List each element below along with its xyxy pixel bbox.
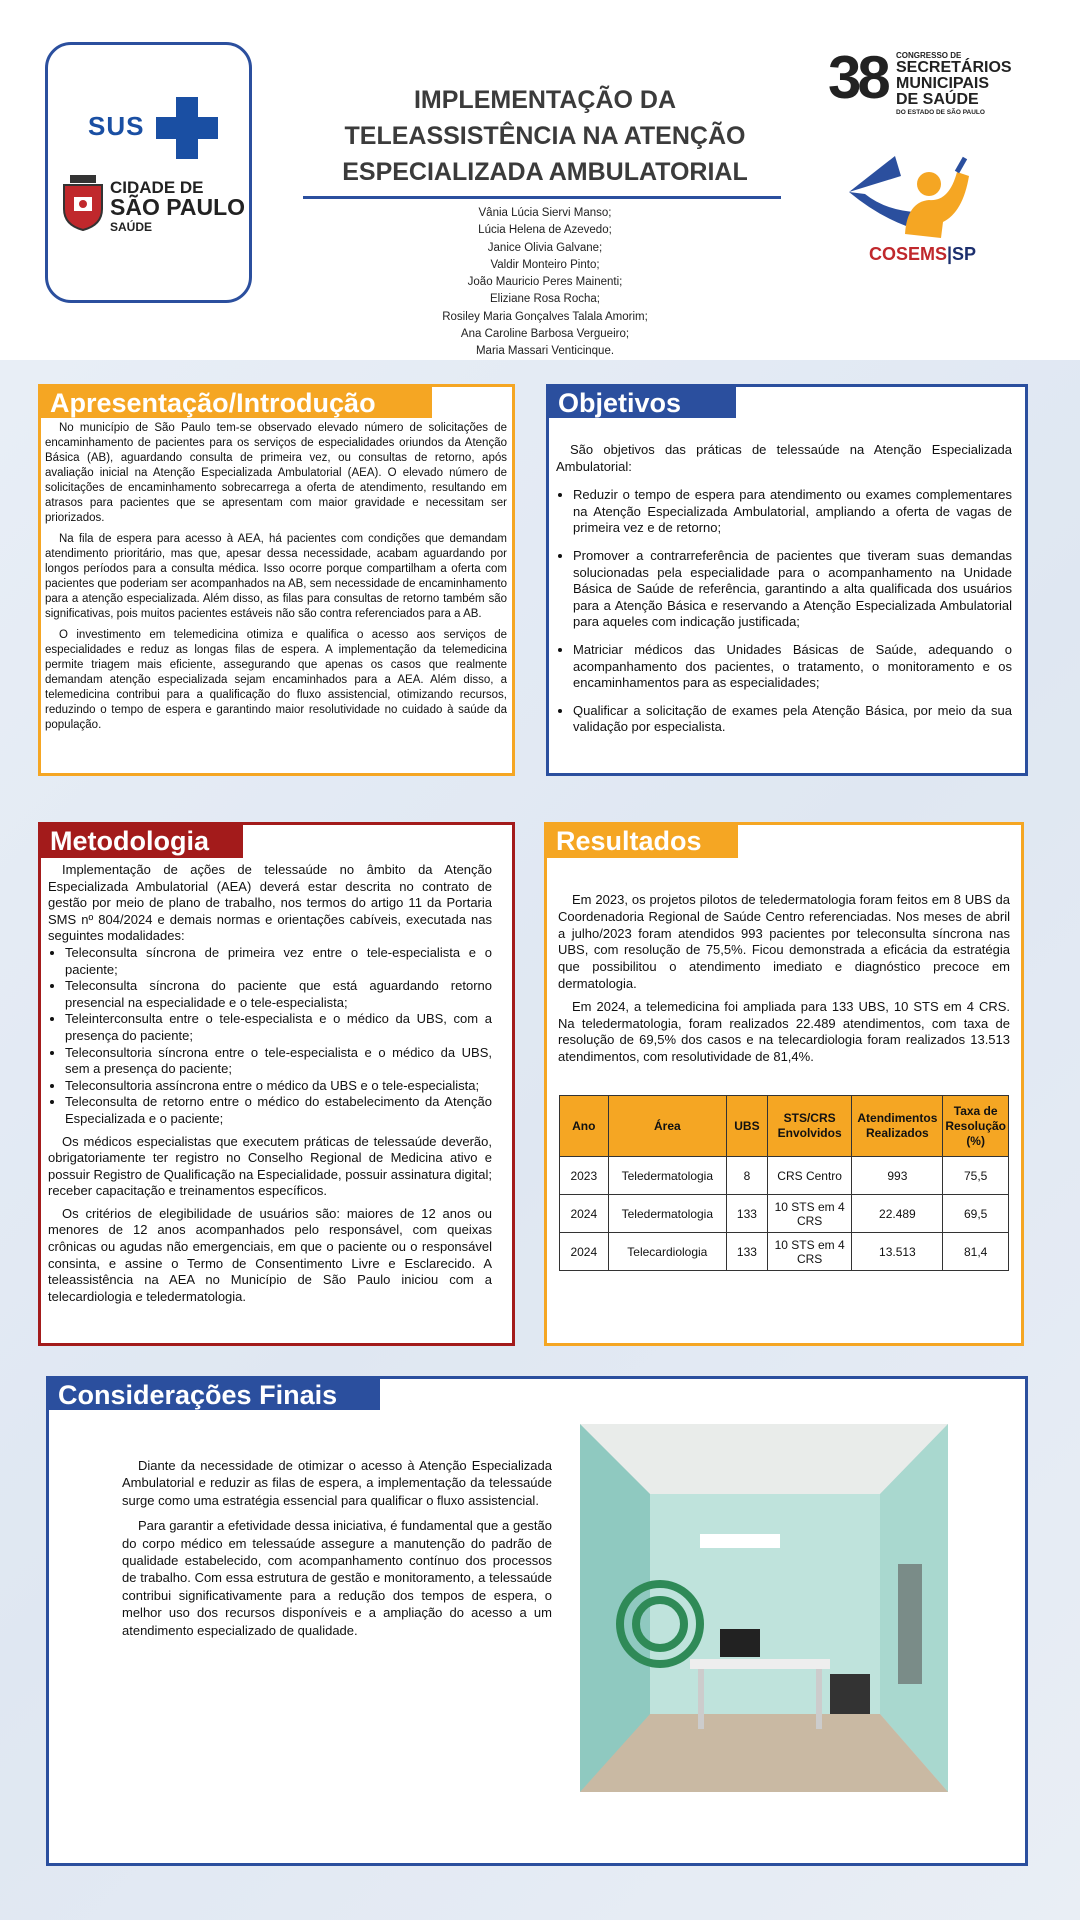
resultados-text: Em 2023, os projetos pilotos de teledermatologia foram feitos em 8 UBS da Coordenadoria Regional de Saúde Centro referenciadas. Nos meses de abril a julho/2023 foram atendidos 993 pacientes por teleconsulta síncrona nas UBS, com resolução de 75,5%. Ficou demonstrada a eficácia da estratégia que possibilitou o atendimento imediato e diagnóstico precoce em dermatologia. Em 2024, a telemedicina foi ampliada para 133 UBS, 10 STS em 4 CRS. Na teledermatologia, foram realizados 22.489 atendimentos, com taxa de resolução de 69,5% dos casos e na telecardiologia foram realizados 13.513 atendimentos, com resolutividade de 81,4%. — [558, 892, 1010, 1065]
objetivos-title: Objetivos — [548, 386, 736, 418]
author: Maria Massari Venticinque. — [475, 345, 615, 358]
col-header: Atendimentos Realizados — [852, 1096, 943, 1157]
author: Ana Caroline Barbosa Vergueiro; — [460, 328, 630, 341]
apresentacao-text: No município de São Paulo tem-se observado elevado número de solicitações de encaminhamento de pacientes para os serviços de especialidades oriundos da Atenção Básica (AB), aguardando consulta de primeira vez, ou consultas de retorno, após avaliação inicial na Atenção Especializada Ambulatorial (AEA). O elevado número de solicitações de encaminhamento sobrecarrega a oferta de atendimento, resultando em atrasos para pacientes que se apresentam com maior gravidade e necessitam ser priorizados. Na fila de espera para acesso à AEA, há pacientes com condições que demandam atendimento prioritário, mas que, apesar dessa necessidade, acabam aguardando por longos períodos para a consulta médica. Isso ocorre porque compartilham a oferta com pacientes que poderiam ser acompanhados na AB, sem necessidade de encaminhamento para a atenção especializada. Além disso, as filas para consultas de retorno também são significativas, pois muitos pacientes estáveis não são contra referenciados para a AB. O investimento em telemedicina otimiza e qualifica o acesso aos serviços de especialidades e reduz as longas filas de espera. A implementação da telemedicina permite triagem mais eficiente, assegurando que apenas os casos que realmente demandam atenção especializada sejam encaminhados para a AEA. Além disso, a telemedicina contribui para a qualificação do fluxo assistencial, otimizando recursos, reduzindo o tempo de espera e garantindo maior resolutividade no cuidado à saúde da população. — [45, 422, 507, 731]
list-item: • Teleconsulta de retorno entre o médico do estabelecimento da Atenção Especializada e o paciente; — [65, 1094, 492, 1127]
city-logo-text: CIDADE DE SÃO PAULO SAÚDE — [110, 178, 246, 234]
col-header: STS/CRS Envolvidos — [767, 1096, 852, 1157]
apresentacao-title: Apresentação/Introdução — [40, 386, 432, 418]
author-list — [300, 205, 790, 361]
sus-cross-icon — [156, 97, 218, 159]
list-item: • Teleconsultoria assíncrona entre o médico da UBS e o tele-especialista; — [65, 1078, 492, 1095]
cosems-label: COSEMS|SP — [869, 244, 977, 264]
consideracoes-title: Considerações Finais — [48, 1378, 380, 1410]
metodologia-title: Metodologia — [40, 824, 243, 858]
congress-logo: 38 CONGRESSO DE SECRETÁRIOS MUNICIPAIS DE SAÚDE DO ESTADO DE SÃO PAULO — [828, 44, 1012, 116]
metodologia-text: Implementação de ações de telessaúde no âmbito da Atenção Especializada Ambulatorial (AEA) deverá estar descrita no contrato de gestão por meio de plano de trabalho, nos termos do artigo 11 da Portaria SMS nº 804/2024 e demais normas e orientações cabíveis, executada nas seguintes modalidades: • Teleconsulta síncrona de primeira vez entre o tele-especialista e o paciente; • Teleconsulta síncrona do paciente que está aguardando retorno presencial na especialidade e o tele-especialista; • Teleinterconsulta entre o tele-especialista e o médico da UBS, com a presença do paciente; • Teleconsultoria síncrona entre o tele-especialista e o médico da UBS, sem a presença do paciente; • Teleconsultoria assíncrona entre o médico da UBS e o tele-especialista; • Teleconsulta de retorno entre o médico do estabelecimento da Atenção Especializada e o paciente; Os médicos especialistas que executem práticas de telessaúde deverão, obrigatoriamente ter registro no Conselho Regional de Medicina ativo e possuir Registro de Qualificação na Especialidade, possuir assinatura digital; receber capacitação e treinamentos específicos. Os critérios de elegibilidade de usuários são: maiores de 12 anos ou menores de 12 anos acompanhados pelo responsável, com queixas crônicas ou agudas não emergenciais, em que o paciente ou o responsável consinta, e assine o Termo de Consentimento Livre e Esclarecido. A teleassistência na AEA no Município de São Paulo iniciou com a telecardiologia e teledermatologia. — [48, 862, 492, 1311]
list-item: • Teleconsultoria síncrona entre o tele-especialista e o médico da UBS, sem a presença do paciente; — [65, 1045, 492, 1078]
author: Eliziane Rosa Rocha; — [490, 293, 600, 306]
resultados-title: Resultados — [546, 824, 738, 858]
telemedicine-room-photo — [580, 1424, 948, 1792]
consideracoes-text: Diante da necessidade de otimizar o acesso à Atenção Especializada Ambulatorial e reduzir as filas de espera, a implementação da telessaúde surge como uma estratégia essencial para qualificar o fluxo assistencial. Para garantir a efetividade dessa iniciativa, é fundamental que a gestão do corpo médico em telessaúde assegure a manutenção do padrão de qualidade estabelecido, com acompanhamento contínuo dos processos de trabalho. Com essa estrutura de gestão e monitoramento, a telessaúde contribui significativamente para a redução dos tempos de espera, o melhor uso dos recursos disponíveis e a ampliação do acesso a um atendimento especializado de qualidade. — [122, 1458, 552, 1638]
col-header: UBS — [727, 1096, 768, 1157]
author: Janice Olivia Galvane; — [487, 241, 603, 254]
list-item: • Promover a contrarreferência de pacientes que tiveram suas demandas solucionadas pela especialidade para o acompanhamento na Unidade Básica de Saúde de referência, garantindo a alta qualificada dos usuários para a Atenção Básica e reservando a Atenção Especializada Ambulatorial para aqueles com indicação justificada; — [573, 548, 1012, 631]
title-divider — [303, 196, 781, 199]
list-item: • Qualificar a solicitação de exames pela Atenção Básica, por meio da sua validação por especialista. — [573, 703, 1012, 736]
author: Valdir Monteiro Pinto; — [490, 258, 600, 271]
author: Vânia Lúcia Siervi Manso; — [478, 207, 612, 219]
list-item: • Teleinterconsulta entre o tele-especialista e o médico da UBS, com a presença do paciente; — [65, 1011, 492, 1044]
sus-logo-text: SUS — [88, 111, 145, 141]
cosems-figure-icon — [845, 152, 985, 244]
table-row: 2024 Teledermatologia 133 10 STS em 4 CRS 22.489 69,5 — [560, 1195, 1009, 1233]
objetivos-text: São objetivos das práticas de telessaúde na Atenção Especializada Ambulatorial: • Reduzir o tempo de espera para atendimento ou exames complementares na Atenção Especializada Ambulatorial, ampliando a oferta de vagas de primeira vez e de retorno; • Promover a contrarreferência de pacientes que tiveram suas demandas solucionadas pela especialidade para o acompanhamento na Unidade Básica de Saúde de referência, garantindo a alta qualificada dos usuários para a Atenção Básica e reservando a Atenção Especializada Ambulatorial para aqueles com indicação justificada; • Matriciar médicos das Unidades Básicas de Saúde, adequando o acompanhamento dos pacientes, o tratamento, o monitoramento e os encaminhamentos para as especialidades; • Qualificar a solicitação de exames pela Atenção Básica, por meio da sua validação por especialista. — [556, 442, 1012, 747]
sao-paulo-crest-icon — [62, 175, 104, 231]
list-item: • Reduzir o tempo de espera para atendimento ou exames complementares na Atenção Especializada Ambulatorial, ampliando a oferta de vagas de primeira vez e de retorno; — [573, 487, 1012, 537]
results-table — [559, 1095, 1009, 1271]
cosems-logo — [845, 152, 985, 272]
list-item: • Teleconsulta síncrona do paciente que está aguardando retorno presencial na especialidade e o tele-especialista; — [65, 978, 492, 1011]
col-header: Taxa de Resolução (%) — [943, 1096, 1009, 1157]
author: Rosiley Maria Gonçalves Talala Amorim; — [442, 310, 648, 323]
col-header: Área — [608, 1096, 726, 1157]
col-header: Ano — [560, 1096, 609, 1157]
author: Lúcia Helena de Azevedo; — [478, 224, 612, 237]
list-item: • Matriciar médicos das Unidades Básicas de Saúde, adequando o acompanhamento dos pacientes, o tratamento, o monitoramento e os encaminhamentos para as especialidades; — [573, 642, 1012, 692]
logo-box — [45, 42, 252, 303]
table-row: 2023 Teledermatologia 8 CRS Centro 993 75,5 — [560, 1157, 1009, 1195]
list-item: • Teleconsulta síncrona de primeira vez entre o tele-especialista e o paciente; — [65, 945, 492, 978]
poster-title: IMPLEMENTAÇÃO DA TELEASSISTÊNCIA NA ATENÇÃO ESPECIALIZADA AMBULATORIAL — [342, 86, 748, 186]
table-header-row — [560, 1096, 1009, 1157]
author: João Mauricio Peres Mainenti; — [467, 276, 623, 289]
table-row: 2024 Telecardiologia 133 10 STS em 4 CRS 13.513 81,4 — [560, 1233, 1009, 1271]
